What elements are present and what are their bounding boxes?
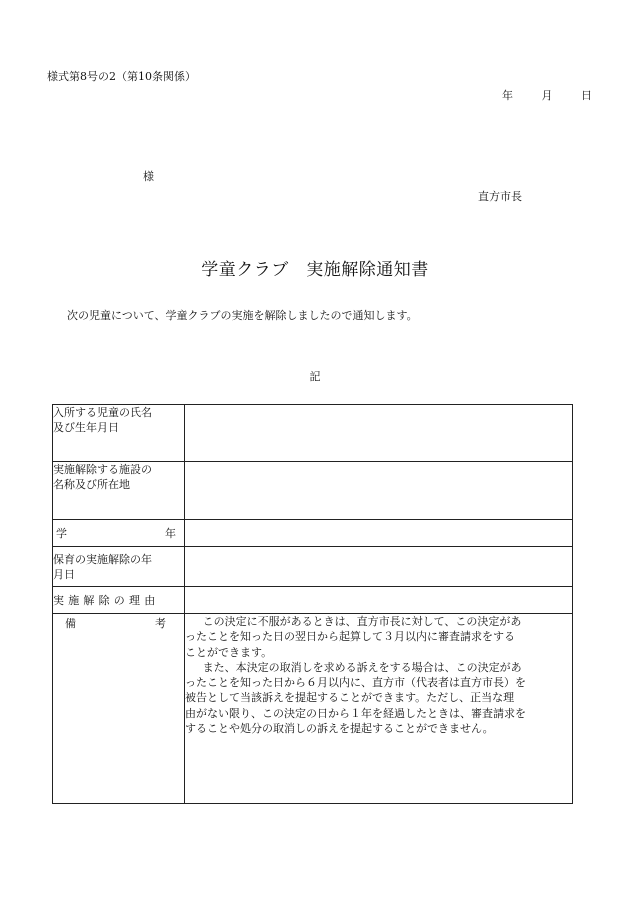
grade-label-b: 年 xyxy=(165,526,176,540)
grade-label-a: 学 xyxy=(56,526,67,540)
note-line: また、本決定の取消しを求める訴えをする場合は、この決定があ xyxy=(202,660,522,674)
table-row xyxy=(53,462,573,520)
note-line: 被告として当該訴えを提起することができます。ただし、正当な理 xyxy=(185,691,515,705)
child-name-value xyxy=(185,405,573,462)
grade-value xyxy=(185,520,573,547)
table-row xyxy=(53,614,573,804)
date-day: 日 xyxy=(581,89,592,102)
child-name-label xyxy=(53,405,185,462)
date-year: 年 xyxy=(502,89,513,102)
label-line: 入所する児童の氏名 xyxy=(53,406,152,419)
release-date-label xyxy=(53,547,185,587)
remarks-label xyxy=(53,614,185,804)
grade-label xyxy=(53,520,185,547)
release-date-value xyxy=(185,547,573,587)
date-line xyxy=(502,87,592,103)
notice-table xyxy=(52,404,573,804)
form-number: 様式第8号の2（第10条関係） xyxy=(47,70,196,83)
reason-label-text: 実施解除の理由 xyxy=(53,593,160,607)
body-text: 次の児童について、学童クラブの実施を解除しましたので通知します。 xyxy=(67,309,418,322)
label-line: 保育の実施解除の年 xyxy=(53,553,152,566)
table-row xyxy=(53,405,573,462)
table-row xyxy=(53,587,573,614)
label-line: 月日 xyxy=(53,568,75,581)
ki-heading: 記 xyxy=(309,370,321,383)
remarks-label-b: 考 xyxy=(155,617,166,630)
facility-value xyxy=(185,462,573,520)
recipient-suffix: 様 xyxy=(143,170,154,183)
note-line: ことができます。 xyxy=(185,645,273,659)
note-line: ったことを知った日の翌日から起算して３月以内に審査請求をする xyxy=(185,630,515,644)
table-row xyxy=(53,520,573,547)
remarks-text xyxy=(185,614,573,804)
note-line: この決定に不服があるときは、直方市長に対して、この決定があ xyxy=(202,615,522,628)
note-line: することや処分の取消しの訴えを提起することができません。 xyxy=(185,722,494,736)
table-row xyxy=(53,547,573,587)
label-line: 名称及び所在地 xyxy=(53,478,130,491)
reason-value xyxy=(185,587,573,614)
document-title: 学童クラブ 実施解除通知書 xyxy=(201,260,429,280)
date-month: 月 xyxy=(541,89,553,102)
reason-label xyxy=(53,587,185,614)
note-line: ったことを知った日から６月以内に、直方市（代表者は直方市長）を xyxy=(185,676,526,690)
remarks-label-a: 備 xyxy=(65,617,76,630)
sender: 直方市長 xyxy=(478,190,522,203)
label-line: 実施解除する施設の xyxy=(53,463,152,476)
label-line: 及び生年月日 xyxy=(53,421,119,434)
note-line: 由がない限り、この決定の日から１年を経過したときは、審査請求を xyxy=(185,706,526,720)
facility-label xyxy=(53,462,185,520)
